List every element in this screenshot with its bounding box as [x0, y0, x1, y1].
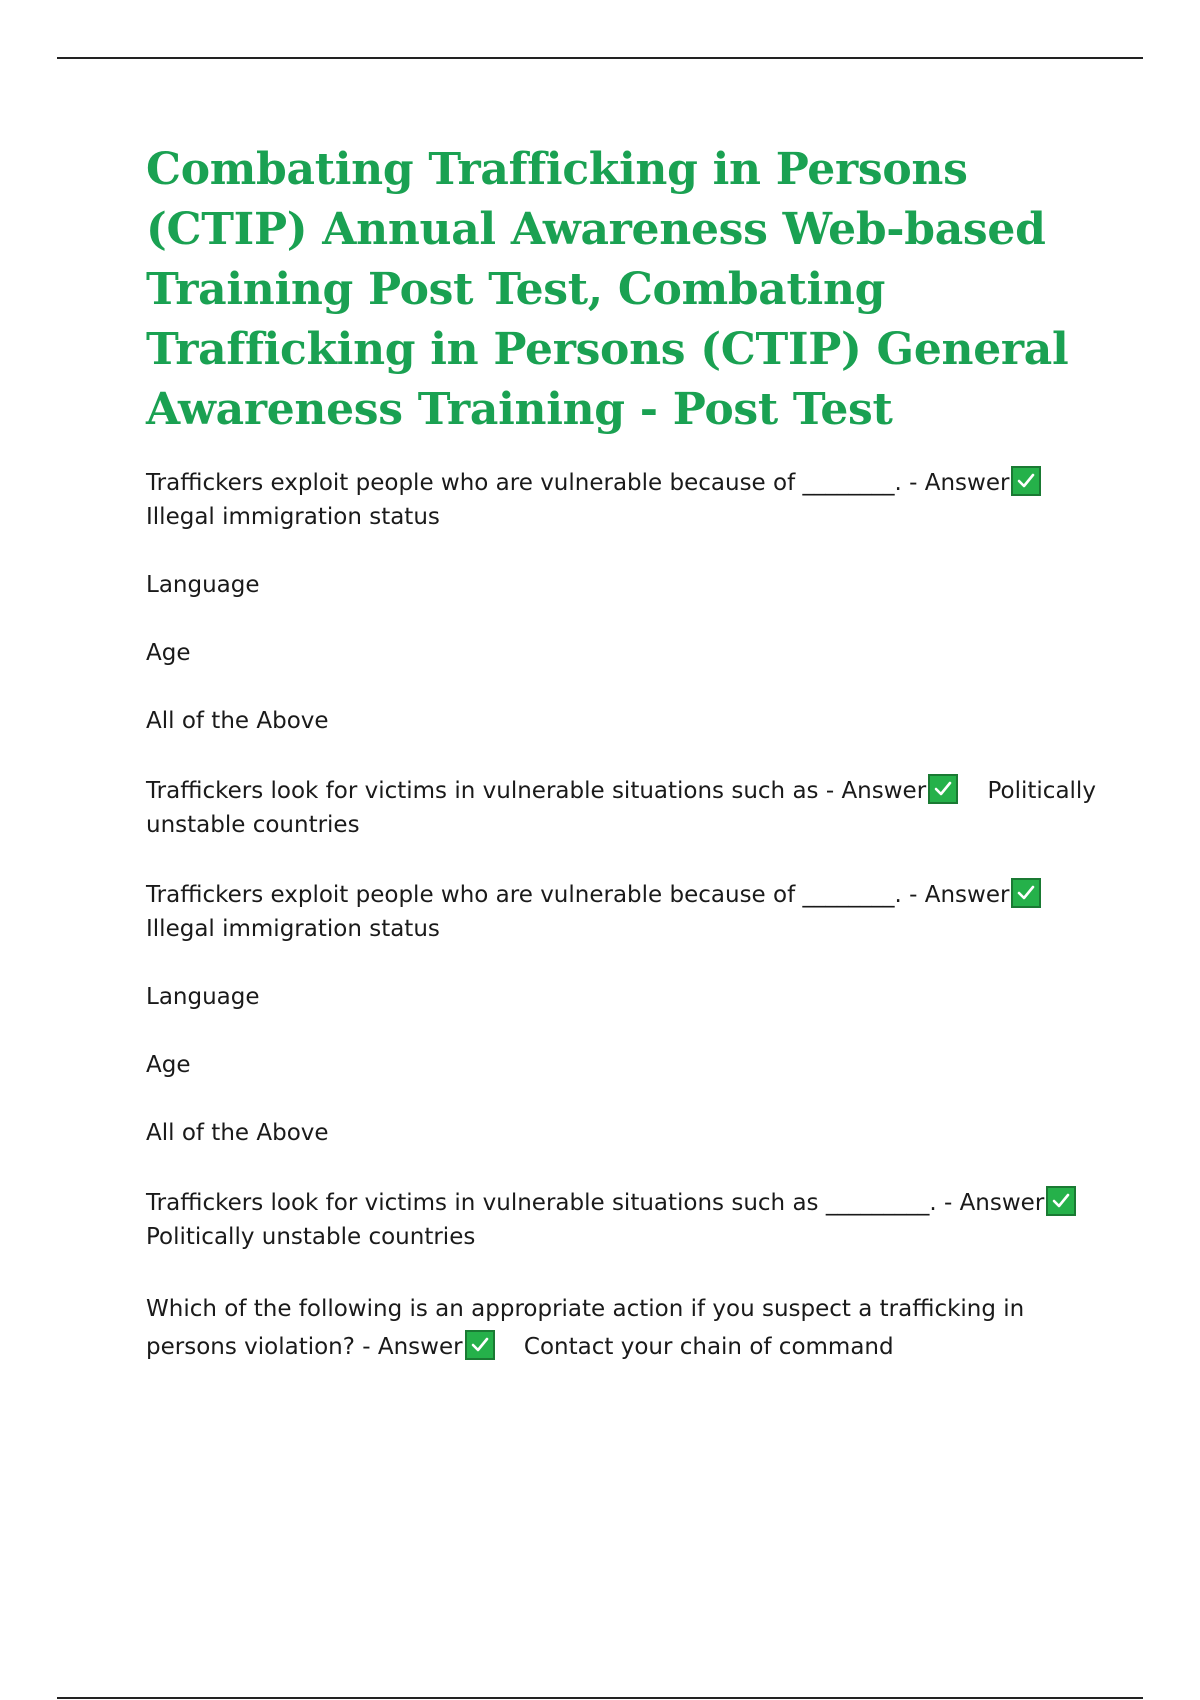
check-mark-icon — [465, 1330, 495, 1360]
option-text: All of the Above — [146, 708, 329, 734]
answer-text: Illegal immigration status — [146, 916, 440, 942]
check-mark-icon — [928, 774, 958, 804]
option-text: Language — [146, 984, 260, 1010]
check-mark-icon — [1011, 878, 1041, 908]
qa-item — [146, 878, 1106, 1150]
question-text: Traffickers exploit people who are vulnerable because of ________. - Answer — [146, 466, 1106, 500]
bottom-rule — [57, 1697, 1143, 1699]
document-body — [146, 140, 1106, 1366]
qa-item — [146, 774, 1106, 842]
question-text: Traffickers exploit people who are vulnerable because of ________. - Answer — [146, 878, 1106, 912]
qa-list — [146, 466, 1106, 1366]
question-text: Which of the following is an appropriate action if you suspect a trafficking in persons violation? - Answer Contact your chain of command — [146, 1296, 1025, 1360]
check-mark-icon — [1011, 466, 1041, 496]
qa-item — [146, 466, 1106, 738]
check-mark-icon — [1046, 1186, 1076, 1216]
question-text: Traffickers look for victims in vulnerable situations such as _________. - Answer — [146, 1186, 1106, 1220]
top-rule — [57, 57, 1143, 59]
answer-text: Illegal immigration status — [146, 504, 440, 530]
question-text: Traffickers look for victims in vulnerable situations such as - Answer Politically unstable countries — [146, 774, 1106, 842]
option-text: Age — [146, 1052, 191, 1078]
option-text: All of the Above — [146, 1120, 329, 1146]
document-title: Combating Trafficking in Persons (CTIP) Annual Awareness Web-based Training Post Test, Combating Trafficking in Persons (CTIP) General Awareness Training - Post Test — [146, 144, 1069, 435]
answer-text: Politically unstable countries — [146, 778, 1096, 838]
option-text: Age — [146, 640, 191, 666]
qa-item — [146, 1186, 1106, 1254]
qa-item — [146, 1290, 1106, 1366]
answer-text: Contact your chain of command — [523, 1334, 894, 1360]
answer-text: Politically unstable countries — [146, 1224, 476, 1250]
option-text: Language — [146, 572, 260, 598]
